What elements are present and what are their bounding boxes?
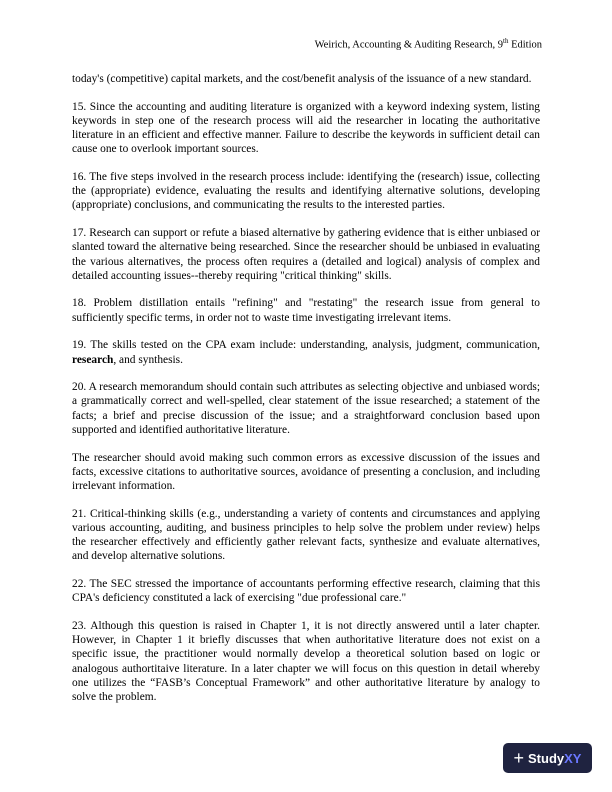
answer-19-tail: , and synthesis. xyxy=(113,353,183,366)
badge-text-accent: XY xyxy=(564,750,582,766)
document-body xyxy=(72,72,540,718)
answer-19-text: 19. The skills tested on the CPA exam include: understanding, analysis, judgment, communication, xyxy=(72,339,540,352)
answer-21: 21. Critical-thinking skills (e.g., understanding a variety of contents and circumstances and applying various accounting, auditing, and business principles to help solve the problem under review) helps the researcher effectively and efficiently gather relevant facts, synthesize and evaluate alternatives, and develop alternative solutions. xyxy=(72,507,540,563)
answer-22: 22. The SEC stressed the importance of accountants performing effective research, claiming that this CPA's deficiency constituted a lack of exercising "due professional care." xyxy=(72,577,540,605)
answer-20: 20. A research memorandum should contain such attributes as selecting objective and unbiased words; a grammatically correct and well-spelled, clear statement of the issue researched; a statement of the facts; a brief and precise discussion of the issue; and a straightforward conclusion based upon supported and identified authoritative literature. xyxy=(72,381,540,436)
plus-icon: + xyxy=(513,748,525,768)
header-superscript: th xyxy=(503,37,509,45)
running-header xyxy=(315,37,542,51)
answer-16: 16. The five steps involved in the research process include: identifying the (research) issue, collecting the (appropriate) evidence, evaluating the results and identifying alternative solutions, developing (appropriate) conclusions, and communicating the results to the interested parties. xyxy=(72,171,540,212)
answer-20-continued: The researcher should avoid making such common errors as excessive discussion of the issues and facts, excessive citations to authoritative sources, avoidance of presenting a conclusion, and including irrelevant information. xyxy=(72,451,540,492)
answer-17: 17. Research can support or refute a biased alternative by gathering evidence that is either unbiased or slanted toward the alternative being researched. Since the researcher should be unbiased in evaluating the various alternatives, the process often requires a (detailed and logical) analysis of complex and detailed accounting issues--thereby requiring "critical thinking" skills. xyxy=(72,227,540,282)
answer-19-bold-word: research xyxy=(72,353,114,366)
answer-18: 18. Problem distillation entails "refining" and "restating" the research issue from general to sufficiently specific terms, in order not to waste time investigating irrelevant items. xyxy=(72,297,540,324)
header-text: Weirich, Accounting & Auditing Research, 9 xyxy=(314,39,503,51)
answer-15: 15. Since the accounting and auditing literature is organized with a keyword indexing system, listing keywords in step one of the research process will aid the researcher in locating the authoritative literature in an efficient and effective manner. Failure to describe the keywords in sufficient detail can cause one to overlook important sources. xyxy=(72,100,540,156)
answer-23: 23. Although this question is raised in Chapter 1, it is not directly answered until a later chapter. However, in Chapter 1 it briefly discusses that when authoritative literature does not exist on a specific issue, the practitioner would normally develop a theoretical solution based on logic or analogous authortitaive literature. In a later chapter we will focus on this question in detail whereby one utilizes the “FASB’s Conceptual Framework” and other authoritative literature by analogy to solve the problem. xyxy=(72,619,540,703)
answer-19 xyxy=(72,338,540,366)
paragraph-continuation: today's (competitive) capital markets, and the cost/benefit analysis of the issuance of a new standard. xyxy=(72,73,532,85)
header-suffix: Edition xyxy=(508,39,542,51)
studyxy-badge[interactable] xyxy=(503,743,592,773)
badge-text-main: Study xyxy=(528,750,565,766)
